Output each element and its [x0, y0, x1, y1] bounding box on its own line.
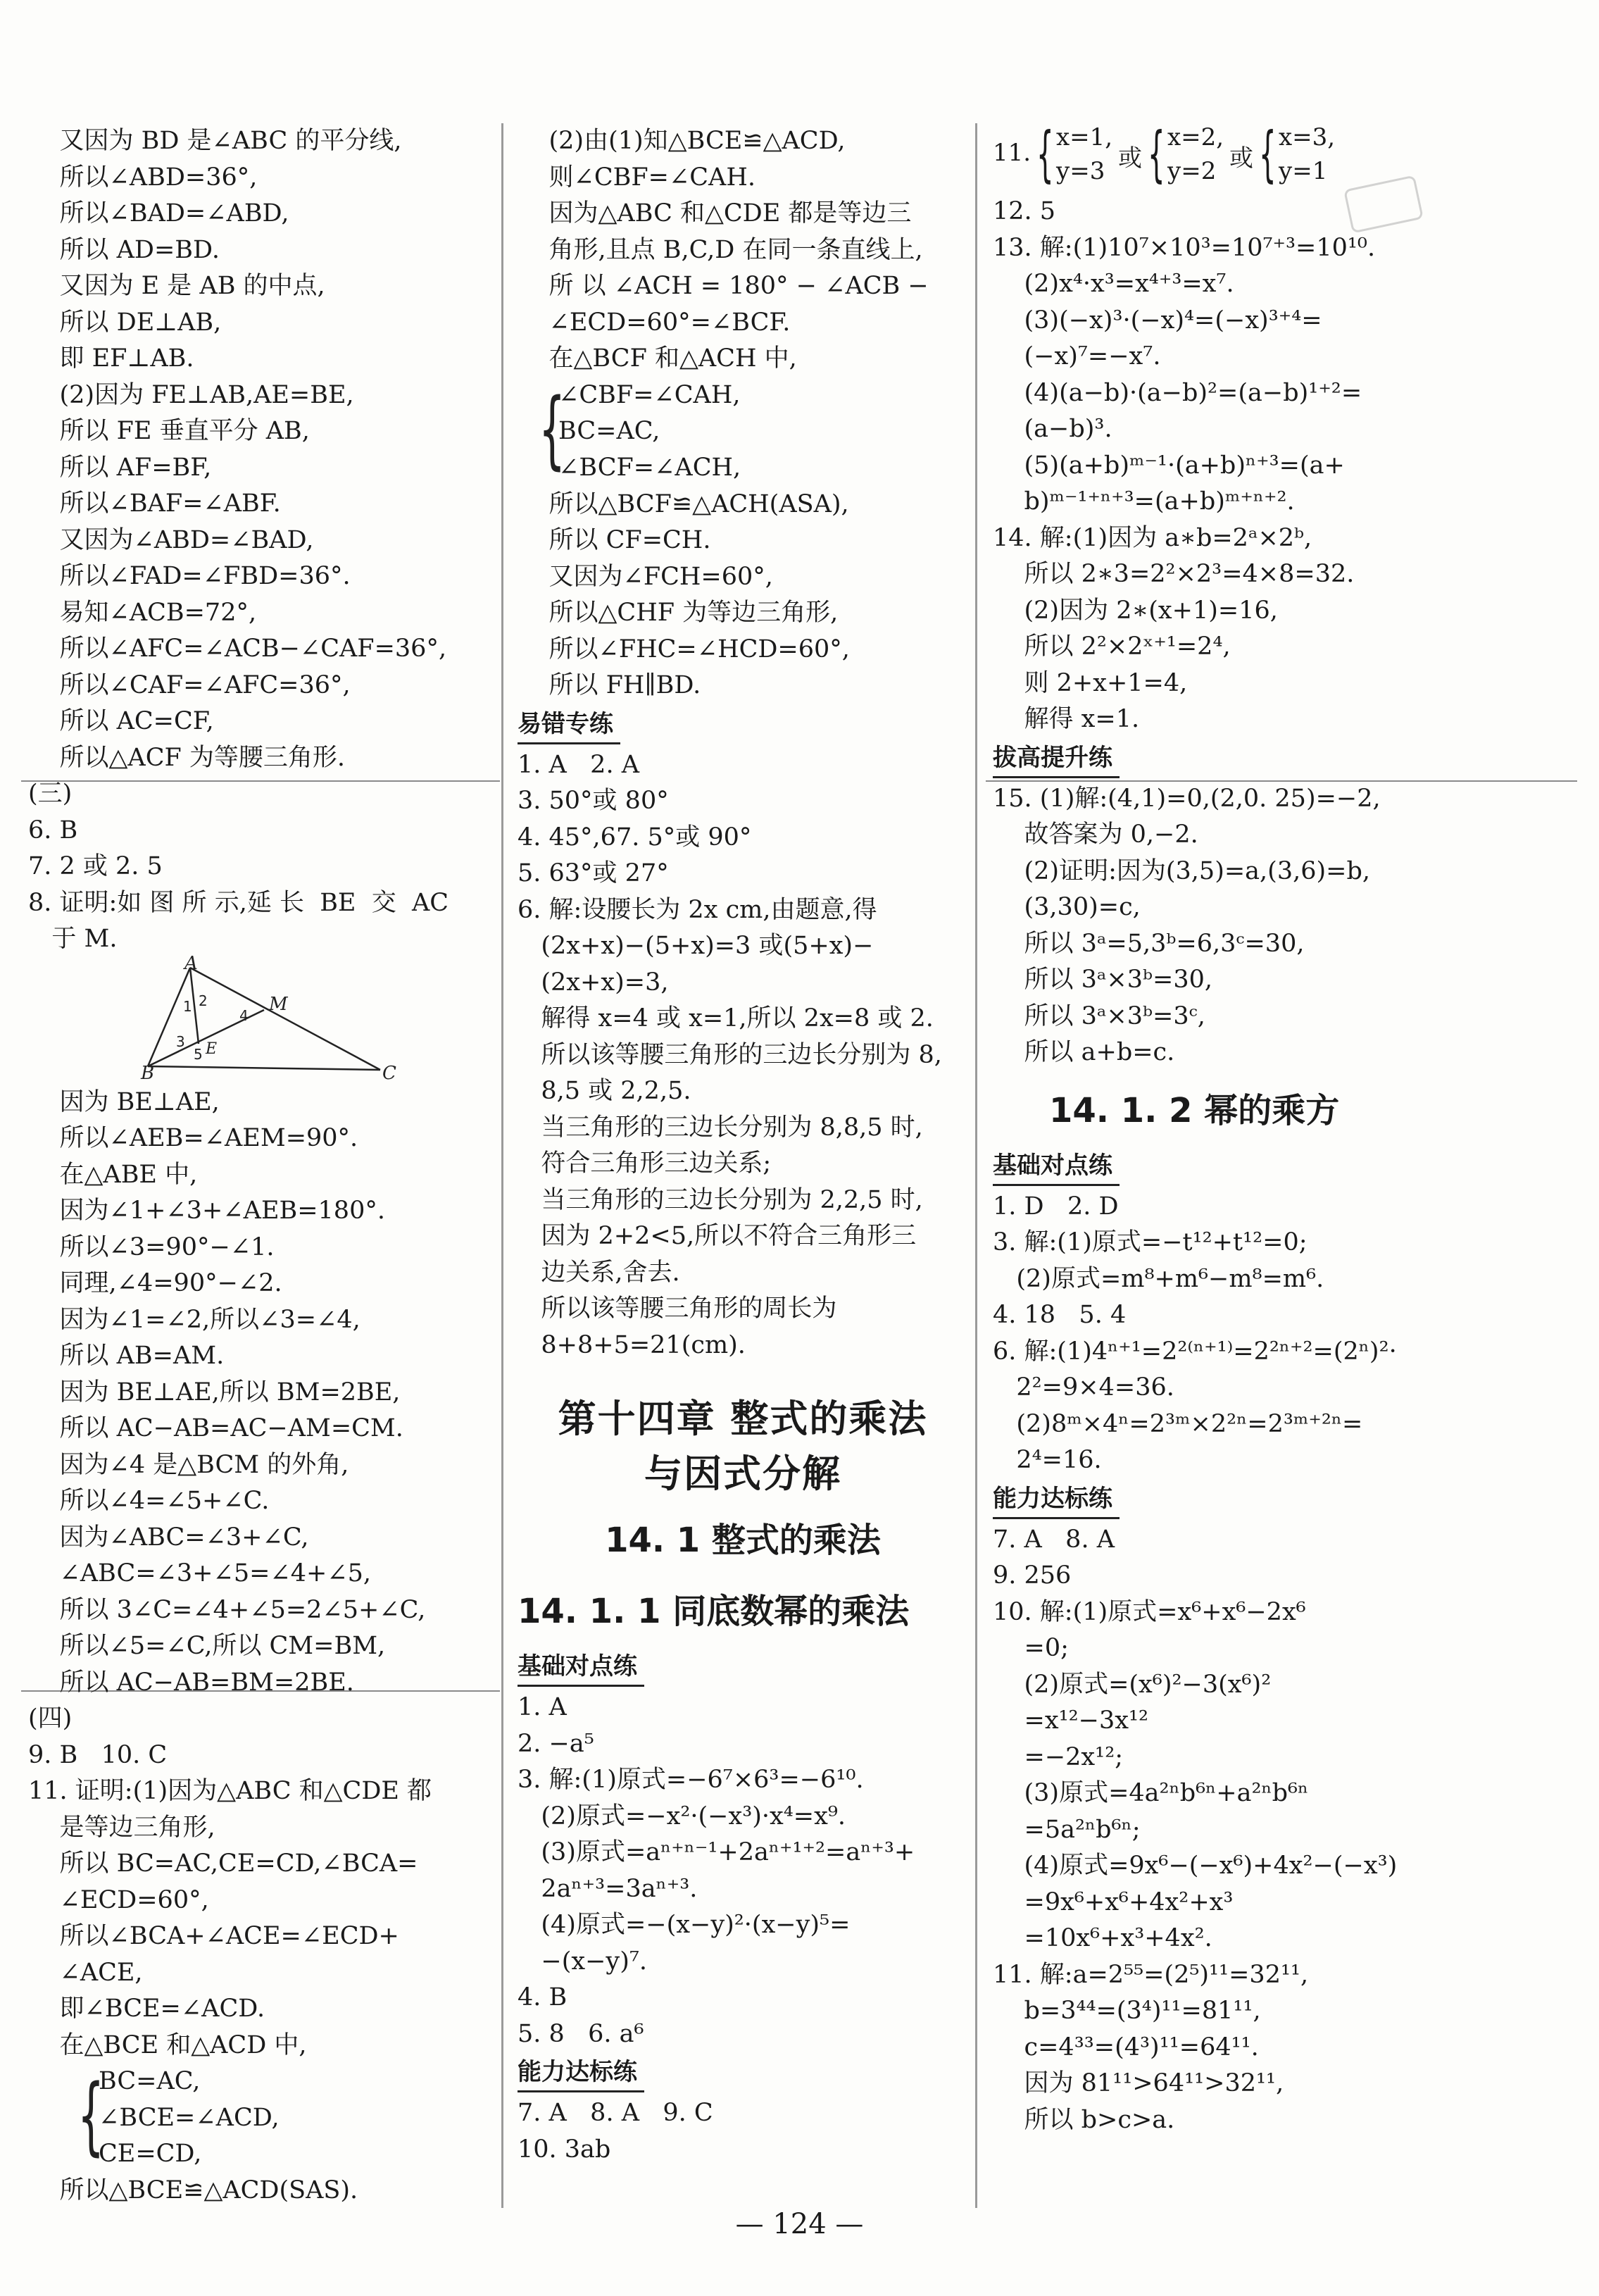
answer-line: 1. A 2. A — [518, 750, 639, 779]
answer-line: 所以 CF=CH. — [518, 526, 711, 554]
answer-line: 所以∠3=90°−∠1. — [28, 1233, 275, 1261]
chapter-subtitle: 与因式分解 — [644, 1452, 841, 1496]
answer-line: 所以∠FAD=∠FBD=36°. — [28, 562, 351, 590]
column-divider-left — [501, 123, 503, 2208]
answer-line: 所以∠AFC=∠ACB−∠CAF=36°, — [28, 635, 447, 663]
answer-line: =9x⁶+x⁶+4x²+x³ — [993, 1888, 1234, 1916]
answer-line: ∠ABC=∠3+∠5=∠4+∠5, — [28, 1559, 372, 1587]
or-text-2: 或 — [1229, 144, 1253, 173]
answer-line: 1. D 2. D — [993, 1192, 1119, 1221]
answer-line: 所以△BCF≌△ACH(ASA), — [518, 489, 849, 518]
answer-line: 13. 解:(1)10⁷×10³=10⁷⁺³=10¹⁰. — [993, 233, 1376, 262]
section-title-14-1-1: 14. 1. 1 同底数幂的乘法 — [518, 1592, 910, 1631]
answer-line: 因为∠1+∠3+∠AEB=180°. — [28, 1197, 385, 1225]
answer-line: =5a²ⁿb⁶ⁿ; — [993, 1815, 1141, 1844]
answer-line: (2)证明:因为(3,5)=a,(3,6)=b, — [993, 856, 1370, 885]
answer-line: 因为△ABC 和△CDE 都是等边三 — [518, 199, 912, 227]
brace-line: ∠BCF=∠ACH, — [558, 453, 741, 482]
answer-line: 所以 AC−AB=AC−AM=CM. — [28, 1414, 403, 1442]
answer-line: 所以 AB=AM. — [28, 1342, 225, 1370]
label-A: A — [184, 952, 198, 974]
answer-line: 所以 AC=CF, — [28, 707, 214, 735]
answer-line: (2)8ᵐ×4ⁿ=2³ᵐ×2²ⁿ=2³ᵐ⁺²ⁿ= — [993, 1409, 1363, 1438]
answer-line: 所以 DE⊥AB, — [28, 308, 222, 337]
answer-line: 2. −a⁵ — [518, 1729, 594, 1758]
answer-line: 10. 3ab — [518, 2135, 611, 2164]
answer-line: 所以 b>c>a. — [993, 2105, 1175, 2134]
answer-line: 2⁴=16. — [993, 1446, 1102, 1474]
answer-line: 1. A — [518, 1693, 567, 1721]
or-text-1: 或 — [1118, 144, 1142, 173]
answer-line: ∠ECD=60°, — [28, 1885, 209, 1914]
answer-line: 所以 2∗3=2²×2³=4×8=32. — [993, 560, 1355, 588]
answer-line: 即 EF⊥AB. — [28, 344, 194, 373]
answer-line: 所以∠BAF=∠ABF. — [28, 489, 281, 518]
answer-line: 又因为∠FCH=60°, — [518, 562, 773, 591]
answer-line: (三) — [28, 780, 73, 808]
answer-line: (5)(a+b)ᵐ⁻¹·(a+b)ⁿ⁺³=(a+ — [993, 451, 1345, 480]
brace-icon: { — [77, 2067, 105, 2165]
answer-line: 6. 解:(1)4ⁿ⁺¹=2²⁽ⁿ⁺¹⁾=2²ⁿ⁺²=(2ⁿ)²· — [993, 1337, 1397, 1366]
angle-5: 5 — [194, 1045, 203, 1063]
system2-line1: x=2, — [1167, 123, 1224, 151]
answer-line: 又因为 BD 是∠ABC 的平分线, — [28, 127, 402, 155]
answer-line: 因为∠ABC=∠3+∠C, — [28, 1523, 309, 1552]
answer-line: 所以∠4=∠5+∠C. — [28, 1487, 270, 1515]
system1-line2: y=3 — [1056, 157, 1105, 185]
section-heading-errors: 易错专练 — [518, 706, 620, 744]
answer-line: 又因为∠ABD=∠BAD, — [28, 525, 314, 554]
answer-line: (−x)⁷=−x⁷. — [993, 342, 1161, 370]
answer-line: 2aⁿ⁺³=3aⁿ⁺³. — [518, 1874, 698, 1903]
answer-line: 所以∠5=∠C,所以 CM=BM, — [28, 1632, 386, 1660]
brace-icon: { — [539, 380, 566, 479]
answer-line: 所以 BC=AC,CE=CD,∠BCA= — [28, 1849, 418, 1878]
answer-line: 9. 256 — [993, 1561, 1072, 1590]
answer-line: 8,5 或 2,2,5. — [518, 1077, 691, 1105]
answer-line: 12. 5 — [993, 197, 1056, 225]
answer-line: 7. A 8. A — [993, 1525, 1115, 1554]
angle-2: 2 — [199, 992, 208, 1009]
answer-line: 因为 BE⊥AE, — [28, 1087, 220, 1116]
answer-11-number: 11. — [993, 139, 1031, 167]
answer-line: (2)由(1)知△BCE≌△ACD, — [518, 127, 846, 155]
answer-line: 在△BCF 和△ACH 中, — [518, 344, 797, 373]
col1-conclusion: 所以△BCE≌△ACD(SAS). — [28, 2176, 358, 2204]
answer-line: =x¹²−3x¹² — [993, 1707, 1149, 1735]
answer-line: 解得 x=4 或 x=1,所以 2x=8 或 2. — [518, 1004, 934, 1032]
section-heading-basic-2: 基础对点练 — [993, 1147, 1120, 1186]
stamp-watermark-icon — [1341, 176, 1426, 232]
answer-line: 易知∠ACB=72°, — [28, 598, 257, 627]
label-C: C — [382, 1062, 396, 1084]
answer-line: 5. 8 6. a⁶ — [518, 2019, 644, 2048]
answer-line: 故答案为 0,−2. — [993, 821, 1198, 849]
answer-line: (2)原式=(x⁶)²−3(x⁶)² — [993, 1670, 1272, 1699]
chapter-title: 第十四章 整式的乘法 — [558, 1397, 928, 1441]
answer-line: (四) — [28, 1704, 73, 1733]
answer-line: 8. 证明:如 图 所 示,延 长 BE 交 AC — [28, 888, 449, 917]
column-1 — [28, 123, 479, 2209]
angle-1: 1 — [183, 997, 192, 1015]
brace-line: ∠CBF=∠CAH, — [558, 380, 741, 409]
brace-line: BC=AC, — [558, 417, 660, 445]
answer-line: 同理,∠4=90°−∠2. — [28, 1269, 282, 1297]
answer-line: 当三角形的三边长分别为 2,2,5 时, — [518, 1185, 923, 1214]
answer-line: 所以 2²×2ˣ⁺¹=2⁴, — [993, 632, 1231, 661]
answer-line: 所以 3ᵃ=5,3ᵇ=6,3ᶜ=30, — [993, 929, 1305, 958]
answer-line: 所以 3ᵃ×3ᵇ=3ᶜ, — [993, 1002, 1205, 1030]
answer-line: 3. 50°或 80° — [518, 787, 669, 815]
answer-line: 所以 AF=BF, — [28, 453, 212, 482]
brace-line: ∠BCE=∠ACD, — [99, 2103, 280, 2132]
section-heading-ability-2: 能力达标练 — [993, 1480, 1120, 1519]
answer-line: c=4³³=(4³)¹¹=64¹¹. — [993, 2033, 1259, 2061]
answer-line: =−2x¹²; — [993, 1742, 1124, 1771]
answer-line: (3)(−x)³·(−x)⁴=(−x)³⁺⁴= — [993, 306, 1322, 335]
section-heading-advanced: 拔高提升练 — [993, 740, 1120, 778]
answer-line: 10. 解:(1)原式=x⁶+x⁶−2x⁶ — [993, 1597, 1306, 1626]
system3-line2: y=1 — [1279, 157, 1328, 185]
answer-line: 在△BCE 和△ACD 中, — [28, 2030, 307, 2059]
section-title-14-1: 14. 1 整式的乘法 — [605, 1521, 881, 1560]
answer-line: (3,30)=c, — [993, 893, 1141, 921]
answer-line: 14. 解:(1)因为 a∗b=2ᵃ×2ᵇ, — [993, 523, 1312, 552]
answer-line: ∠ACE, — [28, 1958, 143, 1987]
answer-line: (2x+x)−(5+x)=3 或(5+x)− — [518, 932, 874, 960]
answer-line: 则∠CBF=∠CAH. — [518, 163, 755, 192]
answer-line: 所以 FE 垂直平分 AB, — [28, 417, 310, 445]
answer-line: (3)原式=aⁿ⁺ⁿ⁻¹+2aⁿ⁺¹⁺²=aⁿ⁺³+ — [518, 1838, 915, 1866]
label-M: M — [269, 993, 288, 1015]
section-heading-ability: 能力达标练 — [518, 2054, 644, 2092]
label-E: E — [206, 1040, 218, 1058]
section-heading-basic: 基础对点练 — [518, 1648, 644, 1687]
answer-line: 4. 18 5. 4 — [993, 1301, 1127, 1329]
answer-line: 所以∠CAF=∠AFC=36°, — [28, 670, 351, 699]
page-number: — 124 — — [735, 2208, 864, 2240]
answer-line: (2)因为 2∗(x+1)=16, — [993, 596, 1278, 625]
column-divider-right — [975, 123, 977, 2208]
angle-3: 3 — [176, 1032, 185, 1050]
answer-line: 则 2+x+1=4, — [993, 668, 1188, 697]
answer-line: (3)原式=4a²ⁿb⁶ⁿ+a²ⁿb⁶ⁿ — [993, 1779, 1309, 1807]
answer-line: (a−b)³. — [993, 415, 1112, 443]
answer-line: (2)原式=m⁸+m⁶−m⁸=m⁶. — [993, 1264, 1324, 1293]
col1-text-block-2 — [28, 1085, 479, 2064]
answer-line: 4. B — [518, 1983, 568, 2011]
angle-4: 4 — [239, 1006, 249, 1024]
answer-line: 角形,且点 B,C,D 在同一条直线上, — [518, 235, 923, 264]
answer-line: 所以 3∠C=∠4+∠5=2∠5+∠C, — [28, 1595, 426, 1624]
answer-line: ∠ECD=60°=∠BCF. — [518, 308, 791, 337]
brace-icon: { — [1259, 119, 1277, 189]
answer-line: (4)(a−b)·(a−b)²=(a−b)¹⁺²= — [993, 378, 1362, 407]
brace-line: BC=AC, — [99, 2067, 201, 2095]
answer-line: 所以△ACF 为等腰三角形. — [28, 743, 346, 772]
answer-line: 符合三角形三边关系; — [518, 1149, 772, 1178]
answer-line: b=3⁴⁴=(3⁴)¹¹=81¹¹, — [993, 1997, 1261, 2025]
answer-line: 所以∠FHC=∠HCD=60°, — [518, 635, 850, 663]
answer-line: 因为∠4 是△BCM 的外角, — [28, 1450, 349, 1479]
system3-line1: x=3, — [1279, 123, 1336, 151]
answer-line: 因为∠1=∠2,所以∠3=∠4, — [28, 1305, 360, 1334]
col1-brace-system — [28, 2064, 479, 2173]
answer-line: 在△ABE 中, — [28, 1160, 198, 1189]
triangle-figure — [141, 952, 396, 1084]
answer-line: 所以 FH∥BD. — [518, 671, 701, 699]
answer-line: 所以 AD=BD. — [28, 235, 220, 264]
answer-line: =0; — [993, 1634, 1069, 1662]
answer-line: 所以∠BAD=∠ABD, — [28, 199, 289, 227]
answer-line: (2)因为 FE⊥AB,AE=BE, — [28, 380, 354, 409]
answer-line: (4)原式=9x⁶−(−x⁶)+4x²−(−x³) — [993, 1852, 1398, 1880]
answer-line: b)ᵐ⁻¹⁺ⁿ⁺³=(a+b)ᵐ⁺ⁿ⁺². — [993, 487, 1295, 516]
answer-line: 15. (1)解:(4,1)=0,(2,0. 25)=−2, — [993, 784, 1381, 813]
col2-brace-system — [518, 378, 968, 487]
answer-line: 即∠BCE=∠ACD. — [28, 1995, 265, 2023]
answer-line: (2)原式=−x²·(−x³)·x⁴=x⁹. — [518, 1802, 846, 1830]
brace-icon: { — [1148, 119, 1165, 189]
answer-line: (4)原式=−(x−y)²·(x−y)⁵= — [518, 1911, 851, 1939]
label-B: B — [141, 1062, 155, 1084]
answer-line: 所以∠AEB=∠AEM=90°. — [28, 1124, 358, 1152]
answer-line: 7. 2 或 2. 5 — [28, 852, 163, 880]
answer-line: 所以∠BCA+∠ACE=∠ECD+ — [28, 1922, 399, 1950]
answer-line: 2²=9×4=36. — [993, 1373, 1174, 1402]
answer-line: 所以 a+b=c. — [993, 1038, 1175, 1066]
answer-line: 所以∠ABD=36°, — [28, 163, 258, 192]
col1-text-block — [28, 123, 479, 958]
answer-line: 3. 解:(1)原式=−6⁷×6³=−6¹⁰. — [518, 1766, 864, 1794]
system2-line2: y=2 — [1167, 157, 1217, 185]
answer-line: −(x−y)⁷. — [518, 1947, 648, 1976]
answer-line: 所 以 ∠ACH = 180° − ∠ACB − — [518, 272, 929, 300]
answer-line: 11. 解:a=2⁵⁵=(2⁵)¹¹=32¹¹, — [993, 1960, 1309, 1989]
answer-line: 6. 解:设腰长为 2x cm,由题意,得 — [518, 895, 877, 924]
answer-line: 所以 3ᵃ×3ᵇ=30, — [993, 966, 1212, 994]
answer-11-systems — [993, 119, 1577, 194]
answer-line: 8+8+5=21(cm). — [518, 1330, 746, 1359]
answer-line: 7. A 8. A 9. C — [518, 2099, 713, 2127]
answer-line: 当三角形的三边长分别为 8,8,5 时, — [518, 1113, 923, 1142]
answer-line: 解得 x=1. — [993, 705, 1140, 733]
brace-icon: { — [1036, 119, 1054, 189]
answer-line: 所以该等腰三角形的三边长分别为 8, — [518, 1040, 942, 1069]
answer-line: =10x⁶+x³+4x². — [993, 1924, 1212, 1952]
answer-line: 6. B — [28, 816, 78, 844]
answer-line: 11. 证明:(1)因为△ABC 和△CDE 都 — [28, 1777, 432, 1805]
answer-line: 4. 45°,67. 5°或 90° — [518, 823, 752, 851]
answer-line: 所以该等腰三角形的周长为 — [518, 1294, 837, 1323]
section-title-14-1-2: 14. 1. 2 幂的乘方 — [1049, 1090, 1340, 1130]
answer-line: (2)x⁴·x³=x⁴⁺³=x⁷. — [993, 270, 1234, 298]
answer-line: 因为 2+2<5,所以不符合三角形三 — [518, 1222, 917, 1250]
answer-line: 是等边三角形, — [28, 1813, 215, 1842]
answer-line: 于 M. — [28, 925, 118, 953]
answer-line: 又因为 E 是 AB 的中点, — [28, 272, 325, 300]
column-2 — [518, 123, 968, 2168]
answer-line: 因为 81¹¹>64¹¹>32¹¹, — [993, 2069, 1284, 2097]
brace-line: CE=CD, — [99, 2140, 202, 2168]
answer-line: (2x+x)=3, — [518, 968, 669, 997]
answer-line: 5. 63°或 27° — [518, 859, 669, 887]
answer-line: 因为 BE⊥AE,所以 BM=2BE, — [28, 1378, 401, 1406]
answer-line: 3. 解:(1)原式=−t¹²+t¹²=0; — [993, 1228, 1308, 1256]
answer-line: 所以 AC−AB=BM=2BE. — [28, 1668, 354, 1697]
answer-line: 所以△CHF 为等边三角形, — [518, 599, 839, 627]
answer-line: 9. B 10. C — [28, 1740, 168, 1769]
column-3 — [993, 119, 1577, 2138]
answer-line: 边关系,舍去. — [518, 1258, 680, 1287]
system1-line1: x=1, — [1056, 123, 1113, 151]
